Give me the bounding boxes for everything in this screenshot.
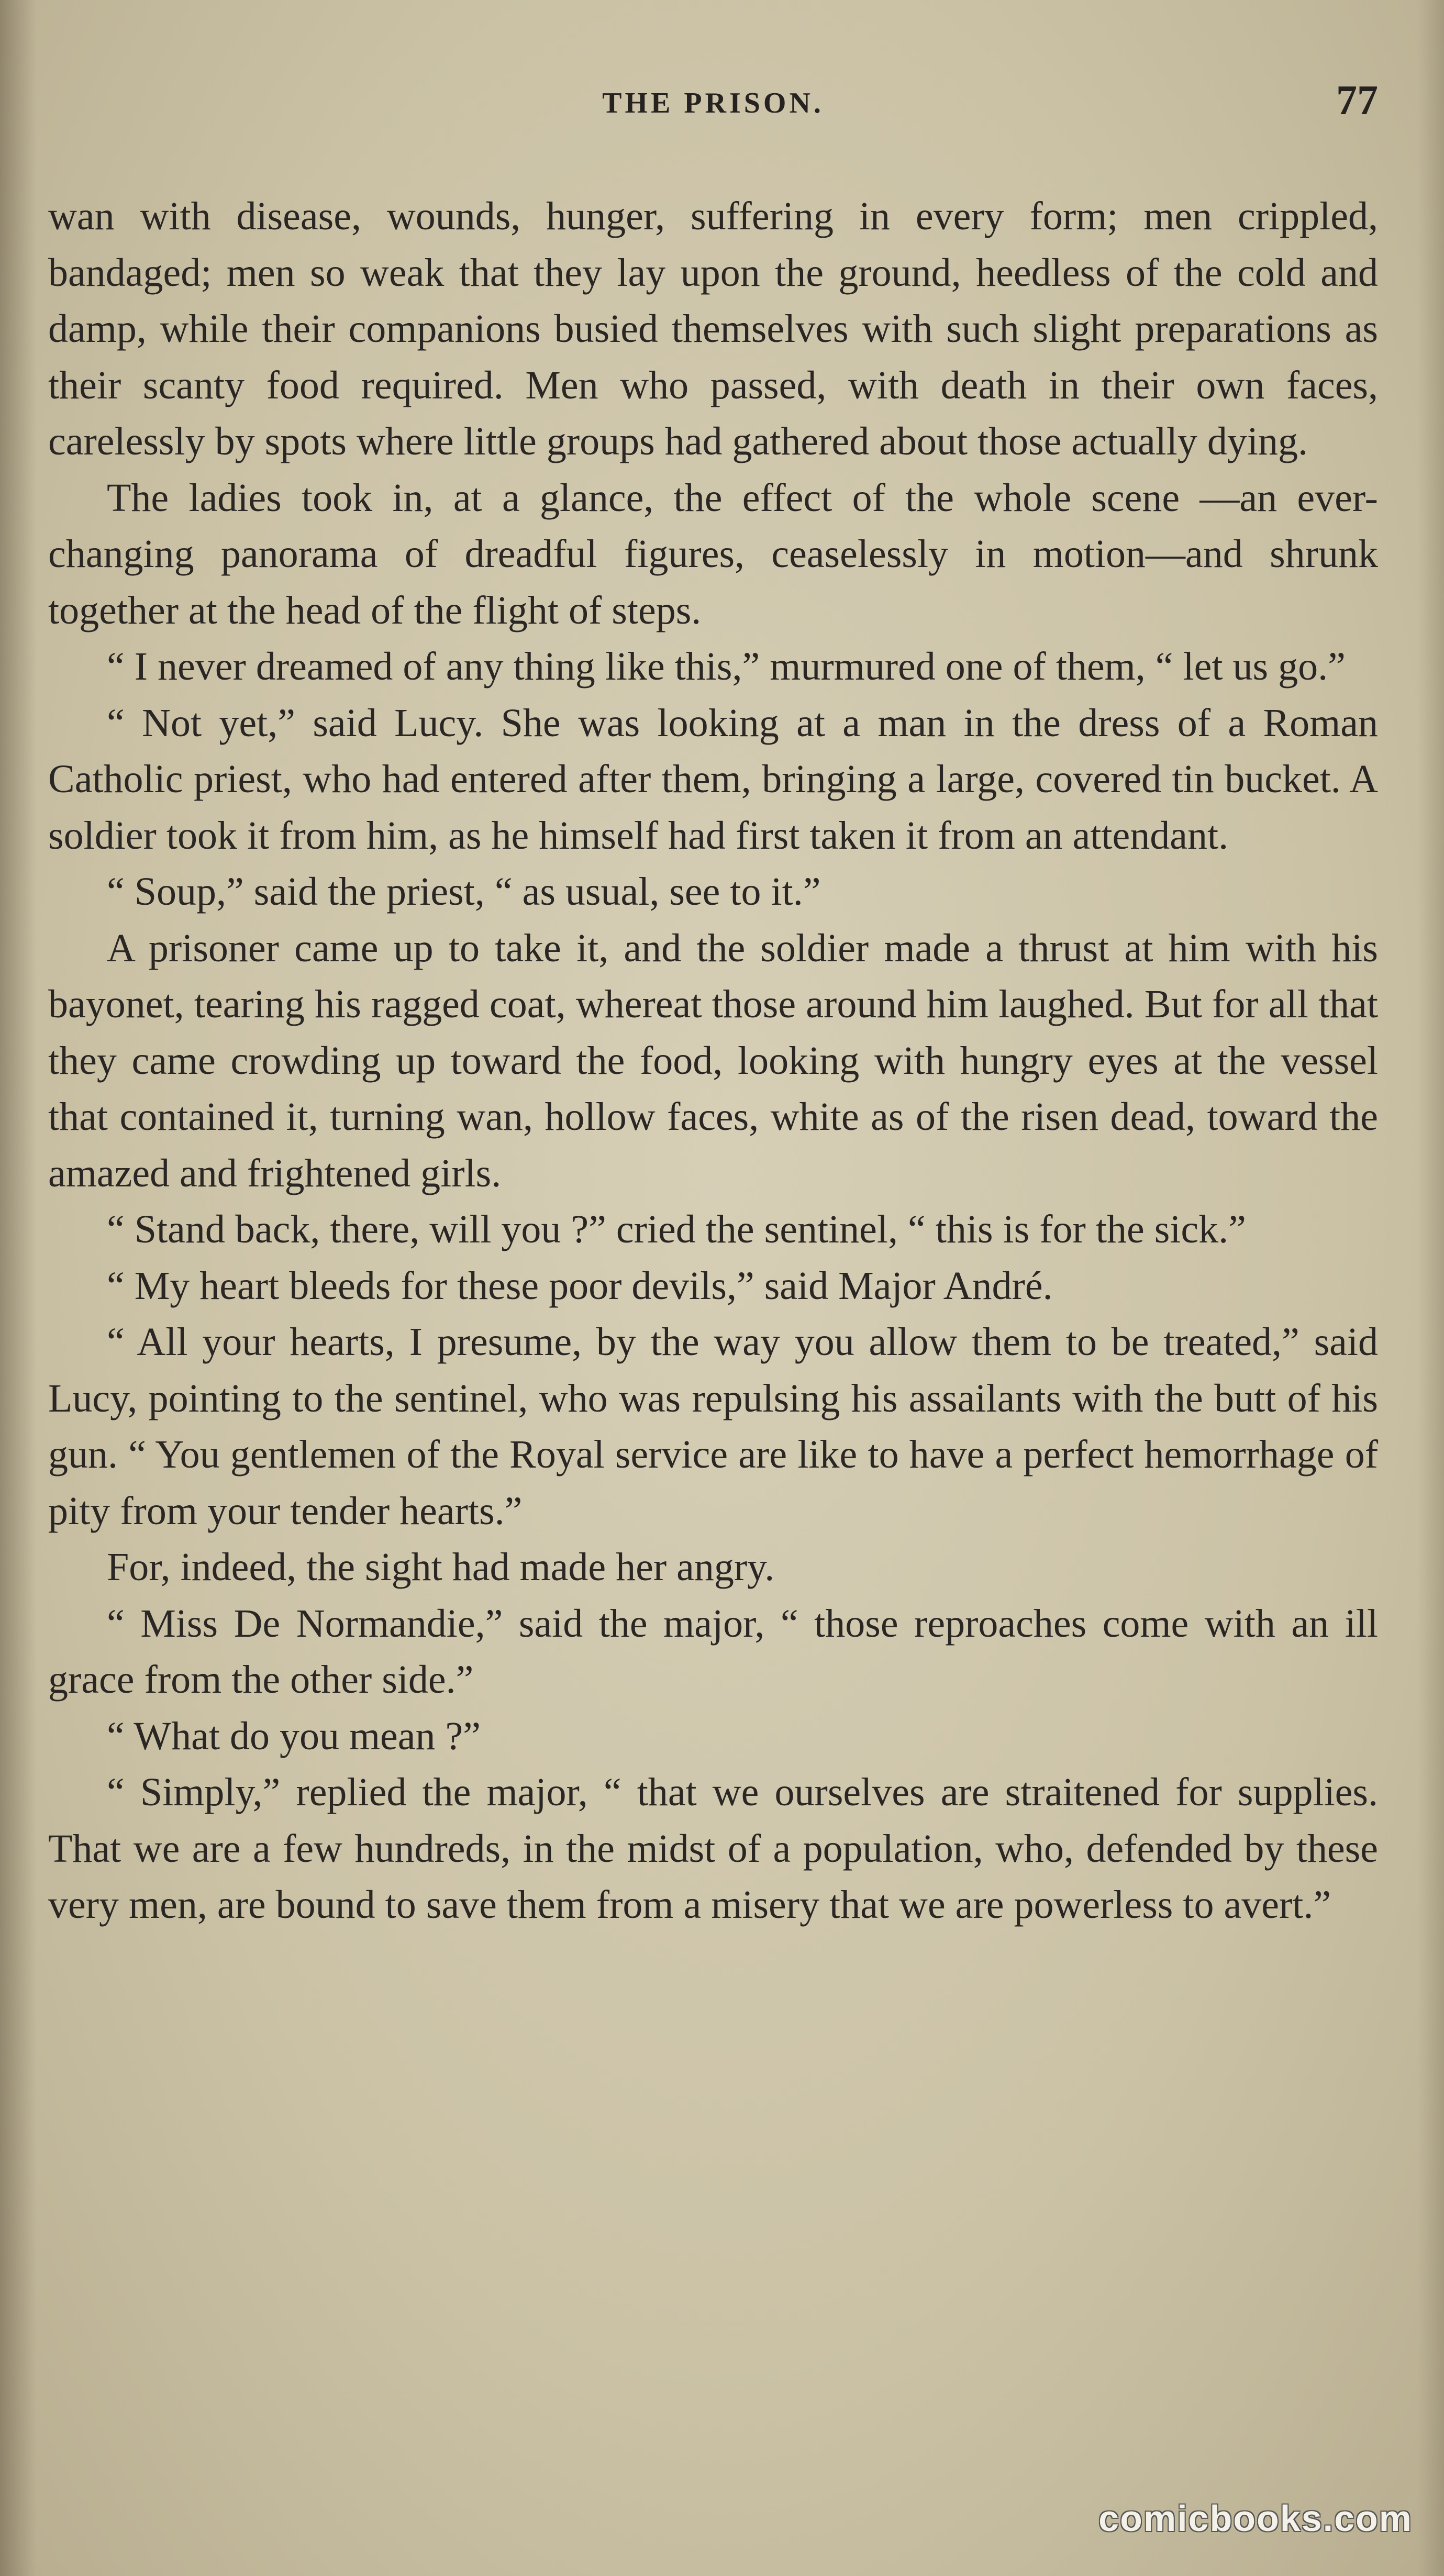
paragraph: For, indeed, the sight had made her angry. bbox=[107, 1545, 775, 1589]
watermark: comicbooks.com bbox=[1098, 2498, 1413, 2539]
paragraph: “ Soup,” said the priest, “ as usual, see to it.” bbox=[107, 870, 821, 914]
page-header bbox=[48, 77, 1378, 139]
paragraph: “ My heart bleeds for these poor devils,” said Major André. bbox=[107, 1263, 1053, 1308]
page-edge-shadow bbox=[1418, 0, 1444, 2576]
paragraph: The ladies took in, at a glance, the effect of the whole scene —an ever-changing panorama of dreadful figures, ceaselessly in motion—and shrunk together at the head of the flight of steps. bbox=[48, 475, 1378, 632]
paragraph: “ What do you mean ?” bbox=[107, 1714, 481, 1758]
binding-shadow bbox=[0, 0, 37, 2576]
paragraph: “ I never dreamed of any thing like this,” murmured one of them, “ let us go.” bbox=[107, 645, 1346, 689]
paragraph: “ Not yet,” said Lucy. She was looking at a man in the dress of a Roman Catholic priest, who had entered after them, bringing a large, covered tin bucket. A soldier took it from him, as he himself had first taken it from an attendant. bbox=[48, 701, 1378, 858]
paragraph: “ Miss De Normandie,” said the major, “ those reproaches come with an ill grace from the other side.” bbox=[48, 1601, 1378, 1702]
paragraph: “ All your hearts, I presume, by the way you allow them to be treated,” said Lucy, pointing to the sentinel, who was repulsing his assailants with the butt of his gun. “ You gentlemen of the Royal service are like to have a perfect hemorrhage of pity from your tender hearts.” bbox=[48, 1320, 1378, 1533]
page-number: 77 bbox=[1336, 77, 1378, 124]
paragraph: wan with disease, wounds, hunger, suffering in every form; men crippled, bandaged; men so weak that they lay upon the ground, heedless of the cold and damp, while their companions busied themselves with such slight preparations as their scanty food required. Men who passed, with death in their own faces, carelessly by spots where little groups had gathered about those actually dying. bbox=[48, 194, 1378, 463]
paragraph: “ Simply,” replied the major, “ that we ourselves are straitened for supplies. That we are a few hundreds, in the midst of a population, who, defended by these very men, are bound to save them from a misery that we are powerless to avert.” bbox=[48, 1770, 1378, 1927]
body-text bbox=[48, 188, 1378, 1934]
running-head: THE PRISON. bbox=[602, 87, 824, 119]
paragraph: “ Stand back, there, will you ?” cried the sentinel, “ this is for the sick.” bbox=[107, 1207, 1246, 1251]
paragraph: A prisoner came up to take it, and the soldier made a thrust at him with his bayonet, tearing his ragged coat, whereat those around him laughed. But for all that they came crowding up toward the food, looking with hungry eyes at the vessel that contained it, turning wan, hollow faces, white as of the risen dead, toward the amazed and frightened girls. bbox=[48, 926, 1378, 1195]
